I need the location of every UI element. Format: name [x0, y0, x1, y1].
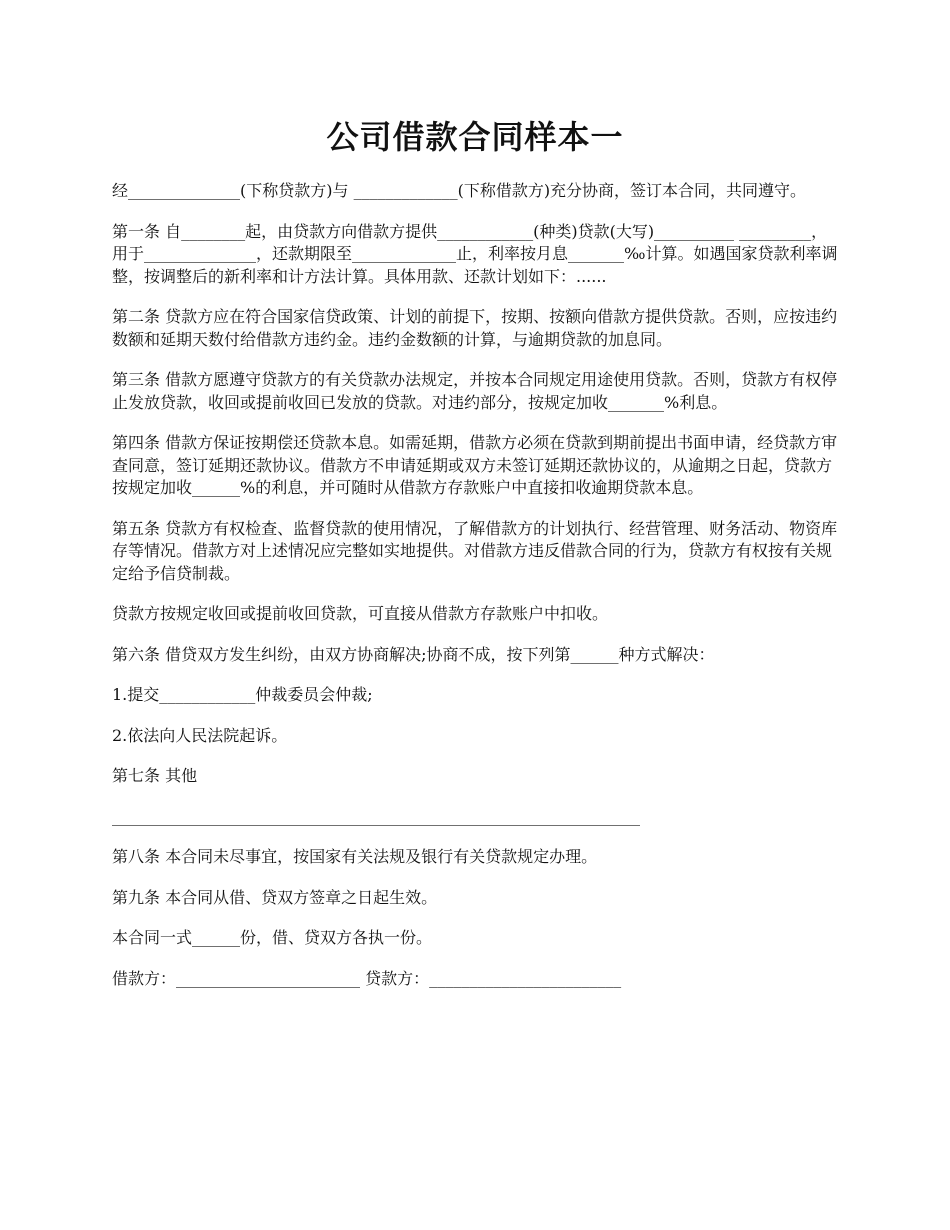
paragraph-signatures: 借款方：_______________________ 贷款方：________________________ [112, 968, 622, 988]
paragraph-article-6: 第六条 借贷双方发生纠纷，由双方协商解决;协商不成，按下列第______种方式解决： [112, 644, 715, 664]
paragraph-article-2: 第二条 贷款方应在符合国家信贷政策、计划的前提下，按期、按额向借款方提供贷款。否则，应按违约数额和延期天数付给借款方违约金。违约金数额的计算，与逾期贷款的加息同。 [112, 307, 838, 349]
paragraph-article-3: 第三条 借款方愿遵守贷款方的有关贷款办法规定，并按本合同规定用途使用贷款。否则，贷款方有权停止发放贷款，收回或提前收回已发放的贷款。对违约部分，按规定加收_______%利息。 [112, 370, 838, 412]
paragraph-option-2: 2.依法向人民法院起诉。 [112, 725, 288, 745]
paragraph-article-5-cont: 贷款方按规定收回或提前收回贷款，可直接从借款方存款账户中扣收。 [112, 604, 609, 623]
paragraph-option-1: 1.提交____________仲裁委员会仲裁; [112, 685, 373, 704]
paragraph-article-8: 第八条 本合同未尽事宜，按国家有关法规及银行有关贷款规定办理。 [112, 847, 598, 866]
paragraph-article-5: 第五条 贷款方有权检查、监督贷款的使用情况，了解借款方的计划执行、经营管理、财务活动、物资库存等情况。借款方对上述情况应完整如实地提供。对借款方违反借款合同的行为，贷款方有权按有关规定给予信贷制裁。 [112, 518, 838, 583]
document-title: 公司借款合同样本一 [326, 118, 624, 156]
paragraph-preamble: 经______________(下称贷款方)与 _____________(下称借款方)充分协商，签订本合同，共同遵守。 [112, 181, 807, 200]
paragraph-article-7-blank: __________________________________________________________________ [112, 806, 640, 826]
paragraph-article-9: 第九条 本合同从借、贷双方签章之日起生效。 [112, 887, 438, 907]
paragraph-copies: 本合同一式______份，借、贷双方各执一份。 [112, 928, 433, 947]
document-body [112, 180, 840, 1008]
paragraph-article-7: 第七条 其他 [112, 766, 198, 785]
paragraph-article-1: 第一条 自________起，由贷款方向借款方提供____________(种类)贷款(大写)__________ _________，用于______________，还款期限至_____________止，利率按月息_______‰计算。如遇国家贷款利率调整，按调整后的新利率和计方法计算。具体用款、还款计划如下：...... [112, 221, 838, 286]
paragraph-article-4: 第四条 借款方保证按期偿还贷款本息。如需延期，借款方必须在贷款到期前提出书面申请，经贷款方审查同意，签订延期还款协议。借款方不申请延期或双方未签订延期还款协议的，从逾期之日起，贷款方按规定加收______%的利息，并可随时从借款方存款账户中直接扣收逾期贷款本息。 [112, 433, 838, 497]
